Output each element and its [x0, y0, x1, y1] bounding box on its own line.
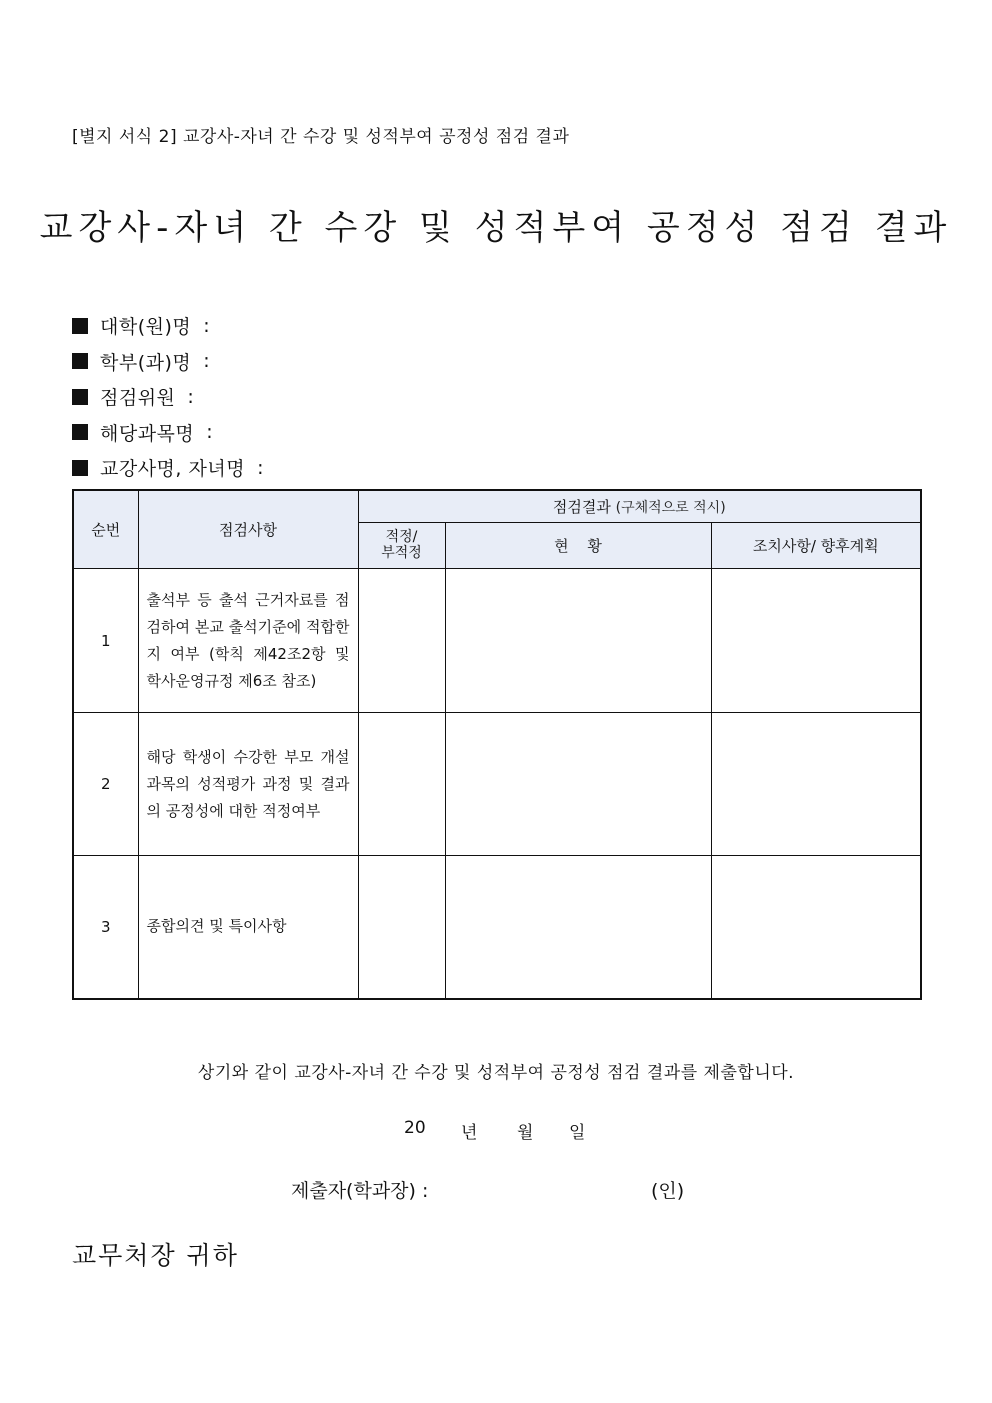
table-row [73, 568, 921, 713]
fit-cell[interactable] [358, 855, 445, 999]
info-list [72, 308, 263, 486]
header-result-label: 점검결과 [552, 497, 611, 516]
info-colon: : [257, 456, 264, 479]
action-cell[interactable] [711, 855, 921, 999]
info-item [72, 344, 263, 380]
info-item [72, 415, 263, 451]
date-day-unit: 일 [569, 1123, 586, 1143]
header-item: 점검사항 [138, 490, 358, 568]
row-item: 해당 학생이 수강한 부모 개설 과목의 성적평가 과정 및 결과의 공정성에 대한 적정여부 [138, 713, 358, 856]
info-label: 학부(과)명 [100, 351, 192, 374]
inspection-table [72, 489, 922, 1000]
row-number: 3 [73, 855, 138, 999]
row-number: 1 [73, 568, 138, 713]
info-colon: : [187, 385, 194, 408]
info-label: 점검위원 [100, 387, 176, 410]
info-label: 대학(원)명 [100, 316, 192, 339]
date-line [0, 1118, 992, 1142]
status-cell[interactable] [445, 568, 711, 713]
info-item [72, 308, 263, 344]
date-month-unit: 월 [517, 1123, 534, 1143]
header-no: 순번 [73, 490, 138, 568]
date-year: 20 [404, 1118, 426, 1138]
fit-cell[interactable] [358, 713, 445, 856]
black-square-bullet-icon [72, 460, 88, 476]
header-status: 현 황 [445, 522, 711, 568]
info-label: 교강사명, 자녀명 [100, 458, 246, 481]
addressee: 교무처장 귀하 [72, 1241, 239, 1270]
row-number: 2 [73, 713, 138, 856]
header-fit [358, 522, 445, 568]
action-cell[interactable] [711, 568, 921, 713]
table-row [73, 855, 921, 999]
form-tag: [별지 서식 2] 교강사-자녀 간 수강 및 성적부여 공정성 점검 결과 [72, 127, 570, 147]
page-title: 교강사-자녀 간 수강 및 성적부여 공정성 점검 결과 [39, 208, 953, 248]
row-item: 종합의견 및 특이사항 [138, 855, 358, 999]
action-cell[interactable] [711, 713, 921, 856]
status-cell[interactable] [445, 713, 711, 856]
info-label: 해당과목명 [100, 422, 195, 445]
info-colon: : [206, 421, 213, 444]
info-colon: : [203, 314, 210, 337]
black-square-bullet-icon [72, 318, 88, 334]
status-cell[interactable] [445, 855, 711, 999]
black-square-bullet-icon [72, 424, 88, 440]
seal-mark: (인) [651, 1180, 685, 1202]
info-item [72, 450, 263, 486]
submission-statement: 상기와 같이 교강사-자녀 간 수강 및 성적부여 공정성 점검 결과를 제출합니다. [197, 1063, 795, 1083]
info-item [72, 379, 263, 415]
table-row [73, 713, 921, 856]
header-fit-line1: 적정/ [385, 529, 418, 546]
header-result [358, 490, 921, 522]
header-result-note: (구체적으로 적시) [615, 499, 726, 516]
header-fit-line2: 부적정 [381, 545, 422, 562]
black-square-bullet-icon [72, 353, 88, 369]
fit-cell[interactable] [358, 568, 445, 713]
date-year-unit: 년 [461, 1123, 478, 1143]
submitter-label: 제출자(학과장) : [291, 1180, 429, 1202]
info-colon: : [203, 350, 210, 373]
header-action: 조치사항/ 향후계획 [711, 522, 921, 568]
table-header-row [73, 490, 921, 522]
row-item: 출석부 등 출석 근거자료를 점검하여 본교 출석기준에 적합한지 여부 (학칙 제42조2항 및 학사운영규정 제6조 참조) [138, 568, 358, 713]
black-square-bullet-icon [72, 389, 88, 405]
